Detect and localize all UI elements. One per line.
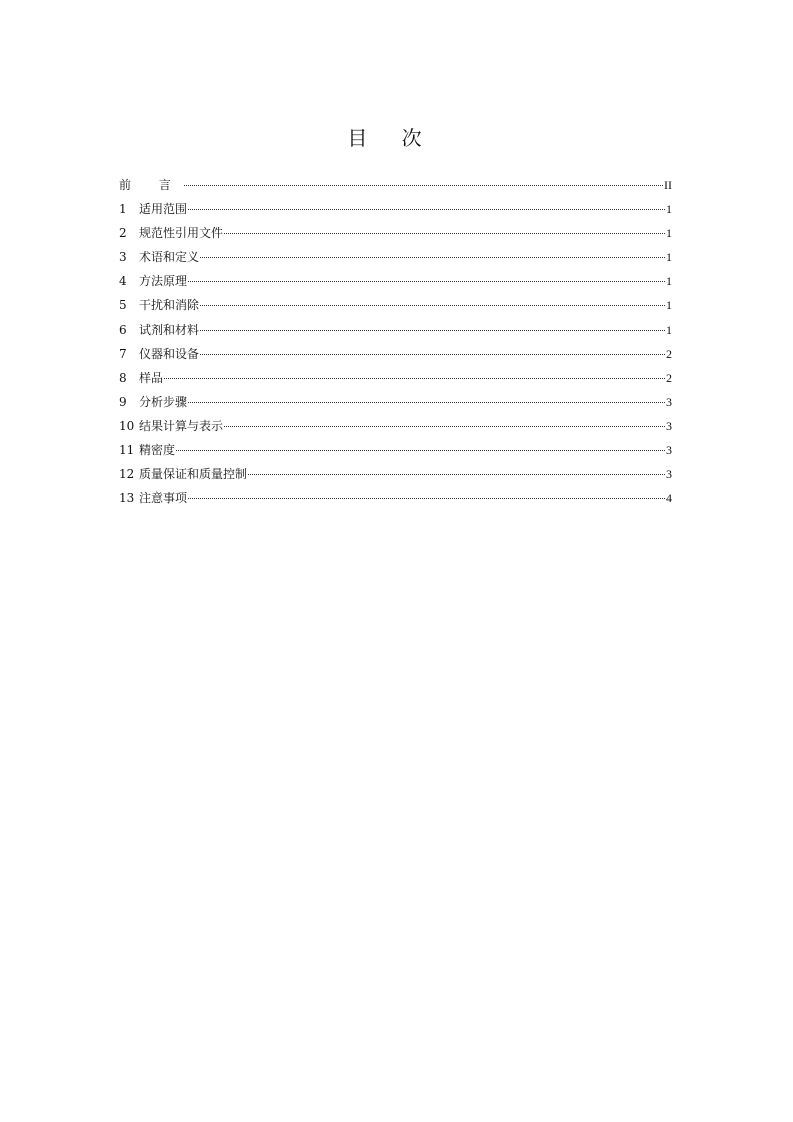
toc-entry-label: 仪器和设备 xyxy=(139,346,200,361)
toc-entry-number: 2 xyxy=(119,226,127,241)
toc-entry-label: 前 言 xyxy=(119,178,183,192)
toc-entry-number: 3 xyxy=(119,250,127,265)
toc-leader-dots xyxy=(188,209,665,210)
toc-entry-label: 注意事项 xyxy=(139,491,188,506)
toc-entry-label: 术语和定义 xyxy=(139,250,200,265)
toc-entry-8[interactable] xyxy=(119,370,672,394)
toc-entry-number: 7 xyxy=(119,346,127,361)
toc-entry-page: 1 xyxy=(666,322,672,337)
toc-leader-dots xyxy=(176,450,665,451)
toc-entry-7[interactable] xyxy=(119,346,672,370)
toc-entry-label: 方法原理 xyxy=(139,274,188,289)
toc-entry-page: 3 xyxy=(666,394,672,409)
toc-entry-label: 结果计算与表示 xyxy=(139,418,224,433)
toc-entry-number: 1 xyxy=(119,202,127,217)
toc-leader-dots xyxy=(200,354,665,355)
toc-entry-preface[interactable] xyxy=(119,177,672,201)
toc-entry-2[interactable] xyxy=(119,225,672,249)
toc-entry-number: 5 xyxy=(119,298,127,313)
toc-entry-10[interactable] xyxy=(119,418,672,442)
toc-entry-label: 分析步骤 xyxy=(139,394,188,409)
toc-entry-1[interactable] xyxy=(119,201,672,225)
toc-entry-label: 试剂和材料 xyxy=(139,322,200,337)
toc-entry-page: 3 xyxy=(666,467,672,482)
toc-entry-number: 11 xyxy=(119,443,135,458)
toc-entry-label: 精密度 xyxy=(139,443,176,458)
toc-entry-11[interactable] xyxy=(119,442,672,466)
toc-entry-6[interactable] xyxy=(119,322,672,346)
toc-leader-dots xyxy=(200,305,665,306)
toc-entry-number: 6 xyxy=(119,322,127,337)
toc-entry-page: 1 xyxy=(666,250,672,265)
toc-entry-4[interactable] xyxy=(119,273,672,297)
toc-entry-label: 规范性引用文件 xyxy=(139,226,224,241)
toc-entry-number: 10 xyxy=(119,418,135,433)
toc-entry-page: 1 xyxy=(666,202,672,217)
toc-leader-dots xyxy=(224,233,665,234)
toc-entry-page: 1 xyxy=(666,226,672,241)
toc-entry-page: 1 xyxy=(666,274,672,289)
toc-entry-number: 12 xyxy=(119,467,135,482)
toc-entry-page: 2 xyxy=(666,346,672,361)
toc-entry-page: 2 xyxy=(666,370,672,385)
toc-leader-dots xyxy=(224,426,665,427)
toc-leader-dots xyxy=(200,330,665,331)
toc-leader-dots xyxy=(248,474,665,475)
toc-entry-number: 9 xyxy=(119,394,127,409)
toc-entry-number: 13 xyxy=(119,491,135,506)
toc-entry-9[interactable] xyxy=(119,394,672,418)
toc-entry-page: 1 xyxy=(666,298,672,313)
toc-leader-dots xyxy=(188,281,665,282)
toc-entry-13[interactable] xyxy=(119,490,672,514)
toc-entry-page: 3 xyxy=(666,418,672,433)
toc-entry-label: 干扰和消除 xyxy=(139,298,200,313)
toc-leader-dots xyxy=(188,402,665,403)
toc-leader-dots xyxy=(164,378,665,379)
toc-entry-12[interactable] xyxy=(119,466,672,490)
toc-entry-label: 适用范围 xyxy=(139,202,188,217)
toc-entry-number: 8 xyxy=(119,370,127,385)
toc-entry-label: 样品 xyxy=(139,370,164,385)
toc-entry-page: II xyxy=(664,178,672,192)
toc-leader-dots xyxy=(188,498,665,499)
table-of-contents xyxy=(119,177,672,514)
toc-entry-page: 3 xyxy=(666,443,672,458)
toc-entry-5[interactable] xyxy=(119,297,672,321)
toc-entry-page: 4 xyxy=(666,491,672,506)
toc-leader-dots xyxy=(184,185,663,186)
toc-entry-3[interactable] xyxy=(119,249,672,273)
toc-entry-label: 质量保证和质量控制 xyxy=(139,467,248,482)
toc-leader-dots xyxy=(200,257,665,258)
page-title: 目 次 xyxy=(347,126,436,150)
toc-entry-number: 4 xyxy=(119,274,127,289)
